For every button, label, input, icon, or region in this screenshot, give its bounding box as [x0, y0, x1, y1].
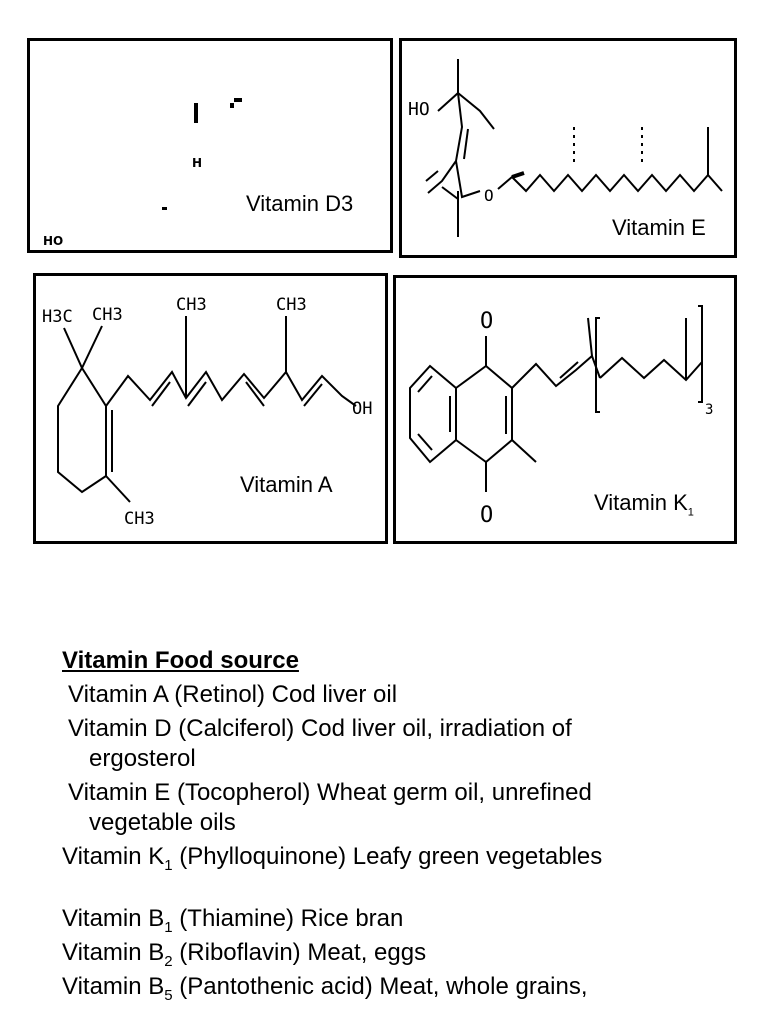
bond-line [64, 326, 102, 368]
vitamin-k1-label-subscript: 1 [687, 506, 694, 519]
structure-fragment [194, 103, 198, 123]
vitamin-subscript: 2 [164, 953, 173, 970]
hydroxyl-atom-label: HO [408, 99, 430, 120]
structure-fragment [230, 103, 234, 108]
food-source-continuation: vegetable oils [89, 809, 236, 836]
repeat-count-label: 3 [705, 402, 714, 418]
hydroxyl-atom-label: HO [43, 234, 64, 248]
vitamin-subscript: 1 [164, 919, 173, 936]
double-bond [188, 382, 206, 406]
table-row [62, 938, 752, 968]
hydrogen-atom-label: H [192, 156, 203, 170]
table-row [62, 904, 752, 934]
vitamin-e-panel [399, 38, 737, 258]
bond-line [458, 93, 494, 129]
ring-bond [58, 368, 106, 492]
food-source: (Tocopherol) Wheat germ oil, unrefined [170, 779, 592, 806]
methyl-group-label: CH3 [92, 305, 123, 325]
food-source: (Riboflavin) Meat, eggs [172, 939, 427, 966]
vitamin-name: Vitamin K [62, 843, 165, 870]
vitamin-food-source-table [62, 646, 752, 1006]
bond-line [456, 161, 480, 197]
bond-line [464, 129, 468, 159]
oxygen-atom-label: O [484, 186, 494, 205]
ring-bond [82, 368, 106, 476]
food-source: (Phylloquinone) Leafy green vegetables [172, 843, 603, 870]
oxygen-atom-label: O [480, 503, 494, 528]
vitamin-name: Vitamin D [68, 715, 172, 742]
bond-line [106, 476, 130, 502]
bond-line [438, 59, 458, 111]
vitamin-subscript: 5 [164, 987, 173, 1004]
double-bond [418, 434, 432, 450]
vitamin-name: Vitamin A [68, 681, 168, 708]
table-row [62, 714, 752, 774]
vitamin-k1-label-main: Vitamin K [594, 490, 688, 515]
food-source: (Retinol) Cod liver oil [167, 681, 398, 708]
hydroxyl-group-label: OH [352, 399, 373, 419]
phytyl-chain [512, 356, 600, 388]
table-row [62, 778, 752, 838]
vitamin-d3-structure [30, 41, 393, 253]
table-heading: Vitamin Food source [62, 647, 299, 674]
vitamin-d3-panel [27, 38, 393, 253]
vitamin-a-panel [33, 273, 388, 544]
wedge-bond [512, 173, 524, 177]
bond-line [442, 187, 458, 199]
quinone-ring [456, 366, 512, 462]
row-spacer [62, 876, 752, 904]
vitamin-e-label: Vitamin E [612, 215, 706, 240]
vitamin-a-structure [36, 276, 388, 544]
table-row [62, 972, 752, 1002]
table-row [62, 680, 752, 710]
vitamin-name: Vitamin B [62, 905, 165, 932]
double-bond [418, 376, 432, 392]
repeat-bracket-right [698, 306, 702, 402]
food-source-continuation: ergosterol [89, 745, 196, 772]
side-chain [498, 175, 722, 191]
methyl-group-label: CH3 [276, 295, 307, 315]
vitamin-k1-panel [393, 275, 737, 544]
vitamin-a-label: Vitamin A [240, 472, 333, 497]
food-source: (Thiamine) Rice bran [172, 905, 404, 932]
methyl-group-label: CH3 [176, 295, 207, 315]
vitamin-name: Vitamin B [62, 973, 165, 1000]
vitamin-name: Vitamin B [62, 939, 165, 966]
food-source: (Pantothenic acid) Meat, whole grains, [172, 973, 588, 1000]
methyl-bond [512, 440, 536, 462]
structure-fragment [234, 98, 242, 102]
methyl-group-label: CH3 [124, 509, 155, 529]
vitamin-name: Vitamin E [68, 779, 171, 806]
vitamin-d3-label: Vitamin D3 [246, 191, 354, 216]
table-row [62, 842, 752, 872]
bond-line [588, 318, 592, 356]
methyl-group-label: H3C [42, 307, 73, 327]
oxygen-atom-label: O [480, 309, 494, 334]
structure-fragment [162, 207, 167, 210]
food-source: (Calciferol) Cod liver oil, irradiation of [171, 715, 572, 742]
bond-line [426, 171, 438, 181]
bond-line [456, 93, 462, 161]
vitamin-subscript: 1 [164, 857, 173, 874]
vitamin-k1-label [594, 490, 694, 518]
repeat-bracket-left [596, 318, 600, 412]
